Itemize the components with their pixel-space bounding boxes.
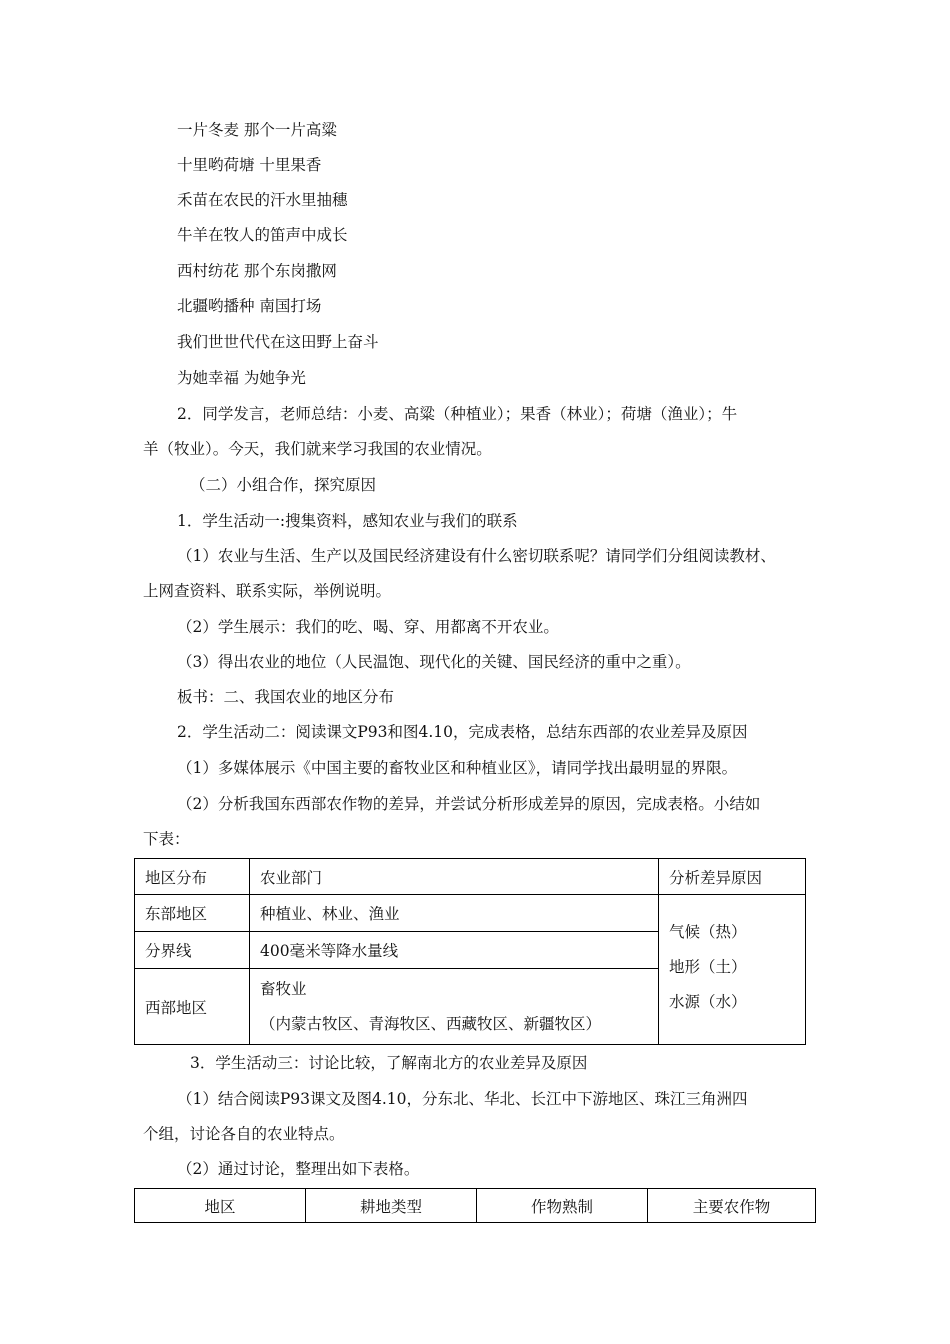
- north-south-table: [134, 1188, 816, 1223]
- reason-item: 地形（土）: [669, 958, 747, 976]
- paragraph: （2）通过讨论，整理出如下表格。: [177, 1160, 420, 1178]
- table-cell: 种植业、林业、渔业: [250, 895, 659, 932]
- paragraph: （2）学生展示：我们的吃、喝、穿、用都离不开农业。: [177, 618, 559, 636]
- table-header: 地区分布: [135, 859, 250, 895]
- board-note: 板书：二、我国农业的地区分布: [177, 688, 395, 706]
- sector-line: 畜牧业: [260, 979, 307, 998]
- activity-heading: 1．学生活动一:搜集资料，感知农业与我们的联系: [177, 512, 518, 530]
- poem-line: 为她幸福 为她争光: [177, 369, 306, 387]
- table-header: 地区: [135, 1189, 306, 1223]
- paragraph: 下表：: [143, 830, 190, 848]
- paragraph: （2）分析我国东西部农作物的差异，并尝试分析形成差异的原因，完成表格。小结如: [177, 795, 761, 813]
- activity-heading: 3．学生活动三：讨论比较，了解南北方的农业差异及原因: [190, 1054, 588, 1072]
- poem-line: 西村纺花 那个东岗撒网: [177, 262, 337, 280]
- table-cell: [250, 969, 659, 1045]
- poem-line: 牛羊在牧人的笛声中成长: [177, 226, 348, 244]
- poem-line: 北疆哟播种 南国打场: [177, 297, 322, 315]
- table-cell: 分界线: [135, 932, 250, 969]
- table-cell: 400毫米等降水量线: [250, 932, 659, 969]
- poem-line: 禾苗在农民的汗水里抽穗: [177, 191, 348, 209]
- table-cell: 西部地区: [135, 969, 250, 1045]
- reason-item: 气候（热）: [669, 923, 747, 941]
- table-header: 耕地类型: [306, 1189, 477, 1223]
- poem-line: 十里哟荷塘 十里果香: [177, 156, 322, 174]
- table-header: 农业部门: [250, 859, 659, 895]
- paragraph: 羊（牧业）。今天，我们就来学习我国的农业情况。: [143, 440, 492, 458]
- section-heading: （二）小组合作，探究原因: [190, 476, 377, 494]
- table-header: 主要农作物: [648, 1189, 816, 1223]
- paragraph: （1）结合阅读P93课文及图4.10，分东北、华北、长江中下游地区、珠江三角洲四: [177, 1090, 748, 1108]
- east-west-table: [134, 858, 806, 1045]
- table-header: 作物熟制: [477, 1189, 648, 1223]
- sector-line: （内蒙古牧区、青海牧区、西藏牧区、新疆牧区）: [260, 1014, 602, 1033]
- paragraph: （3）得出农业的地位（人民温饱、现代化的关键、国民经济的重中之重）。: [177, 653, 691, 671]
- paragraph: （1）多媒体展示《中国主要的畜牧业区和种植业区》，请同学找出最明显的界限。: [177, 759, 738, 777]
- poem-line: 一片冬麦 那个一片高粱: [177, 121, 337, 139]
- reason-item: 水源（水）: [669, 993, 747, 1011]
- paragraph: 个组，讨论各自的农业特点。: [143, 1125, 345, 1143]
- paragraph: 上网查资料、联系实际，举例说明。: [143, 582, 392, 600]
- table-header: 分析差异原因: [659, 859, 806, 895]
- reasons-cell: [659, 895, 806, 1045]
- poem-line: 我们世世代代在这田野上奋斗: [177, 333, 379, 351]
- table-cell: 东部地区: [135, 895, 250, 932]
- paragraph: 2．同学发言，老师总结：小麦、高粱（种植业）；果香（林业）；荷塘（渔业）；牛: [177, 405, 738, 423]
- paragraph: （1）农业与生活、生产以及国民经济建设有什么密切联系呢？请同学们分组阅读教材、: [177, 547, 776, 565]
- activity-heading: 2．学生活动二：阅读课文P93和图4.10，完成表格，总结东西部的农业差异及原因: [177, 723, 748, 741]
